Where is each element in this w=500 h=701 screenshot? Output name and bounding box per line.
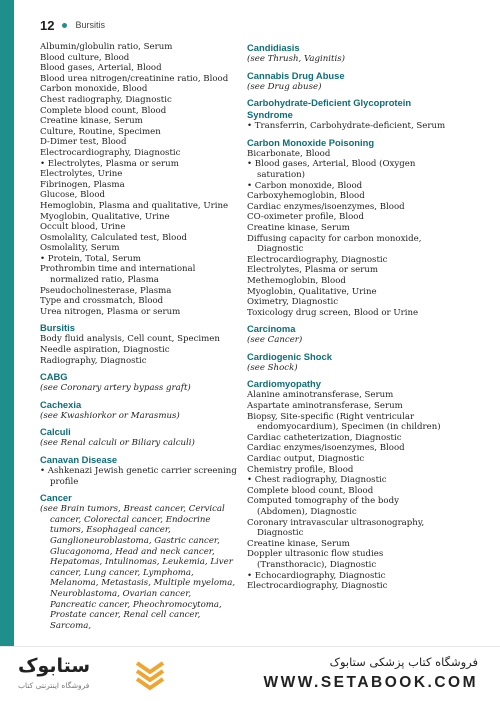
test-entry: Blood culture, Blood (40, 52, 130, 63)
test-entry: Chest radiography, Diagnostic (40, 94, 172, 105)
test-entry: • Electrolytes, Plasma or serum (40, 158, 179, 169)
test-entry: • Transferrin, Carbohydrate-deficient, Serum (247, 121, 446, 132)
section-heading: Bursitis (40, 322, 75, 334)
section-heading: Calculi (40, 426, 71, 438)
page-number: 12 (40, 17, 55, 33)
logo-subtitle: فروشگاه اینترنتی کتاب (18, 681, 90, 690)
see-reference: (see Drug abuse) (247, 81, 322, 92)
section-heading: Cannabis Drug Abuse (247, 69, 345, 81)
test-entry: Computed tomography of the body (Abdomen), Diagnostic (247, 496, 399, 517)
test-entry: CO-oximeter profile, Blood (247, 212, 364, 223)
test-entry: Hemoglobin, Plasma and qualitative, Urine (40, 200, 229, 211)
test-entry: Electrocardiography, Diagnostic (247, 581, 388, 592)
test-entry: Blood urea nitrogen/creatinine ratio, Blood (40, 73, 229, 84)
section-heading: CABG (40, 371, 68, 383)
test-entry: Glucose, Blood (40, 190, 106, 201)
test-entry: Urea nitrogen, Plasma or serum (40, 306, 181, 317)
page-header (40, 16, 105, 34)
test-entry: Electrolytes, Urine (40, 169, 123, 180)
test-entry: Needle aspiration, Diagnostic (40, 345, 170, 356)
test-entry: Aspartate aminotransferase, Serum (247, 401, 403, 412)
test-entry: Coronary intravascular ultrasonography, Diagnostic (247, 517, 425, 539)
page-edge-bar (0, 0, 14, 646)
test-entry: Blood gases, Arterial, Blood (40, 63, 162, 74)
test-entry: Albumin/globulin ratio, Serum (40, 42, 173, 52)
setabook-logo (18, 655, 168, 695)
test-entry: Chemistry profile, Blood (247, 464, 354, 475)
test-entry: Body fluid analysis, Cell count, Specimen (40, 334, 220, 345)
test-entry: Myoglobin, Qualitative, Urine (40, 211, 170, 222)
test-entry: • Chest radiography, Diagnostic (247, 475, 387, 486)
test-entry: Toxicology drug screen, Blood or Urine (247, 307, 419, 318)
banner-url: WWW.SETABOOK.COM (263, 674, 478, 691)
publisher-banner (0, 646, 500, 701)
chevron-logo-icon (133, 657, 167, 691)
section-heading: Canavan Disease (40, 454, 118, 465)
test-entry: Radiography, Diagnostic (40, 355, 147, 366)
test-entry: Carboxyhemoglobin, Blood (247, 191, 365, 202)
section-heading: Cachexia (40, 398, 82, 410)
test-entry: Electrocardiography, Diagnostic (40, 147, 181, 158)
test-entry: Osmolality, Calculated test, Blood (40, 232, 187, 243)
test-entry: Biopsy, Site-specific (Right ventricular endomyocardium), Specimen (in children) (247, 411, 441, 433)
test-entry: Pseudocholinesterase, Plasma (40, 285, 172, 296)
test-entry: Creatine kinase, Serum (247, 222, 350, 233)
right-column (247, 42, 447, 592)
test-entry: Methemoglobin, Blood (247, 275, 346, 286)
test-entry: • Ashkenazi Jewish genetic carrier screening profile (40, 466, 237, 487)
test-entry: Cardiac enzymes/isoenzymes, Blood (247, 201, 405, 212)
test-entry: • Blood gases, Arterial, Blood (Oxygen saturation) (247, 159, 416, 180)
test-entry: Type and crossmatch, Blood (40, 296, 164, 307)
see-reference: (see Kwashiorkor or Marasmus) (40, 410, 180, 421)
see-reference: (see Brain tumors, Breast cancer, Cervical cancer, Colorectal cancer, Endocrine tumors, Esophageal cancer, Ganglioneuroblastoma, Gastric cancer, Glucagonoma, Head and neck cancer, Hepatomas, Intulinomas, Leukemia, Liver cancer, Lung cancer, Lymphoma, Melanoma, Metastasis, Multiple myeloma, Neuroblastoma, Ovarian cancer, Pancreatic cancer, Pheochromocytoma, Prostate cancer, Renal cell cancer, Sarcoma, (40, 504, 236, 631)
test-entry: • Protein, Total, Serum (40, 253, 141, 264)
test-entry: Myoglobin, Qualitative, Urine (247, 286, 377, 297)
test-entry: Creatine kinase, Serum (247, 538, 350, 549)
test-entry: Oximetry, Diagnostic (247, 297, 339, 308)
test-entry: Complete blood count, Blood (40, 105, 167, 116)
test-entry: Cardiac output, Diagnostic (247, 454, 365, 465)
test-entry: Creatine kinase, Serum (40, 116, 143, 127)
test-entry: Carbon monoxide, Blood (40, 84, 148, 95)
test-entry: Alanine aminotransferase, Serum (247, 390, 394, 401)
logo-text: ستابوک (18, 655, 91, 677)
test-entry: Fibrinogen, Plasma (40, 179, 125, 190)
test-entry: Complete blood count, Blood (247, 485, 374, 496)
test-entry: D-Dimer test, Blood (40, 137, 127, 148)
section-heading: Cancer (40, 492, 72, 504)
see-reference: (see Shock) (247, 362, 298, 373)
see-reference: (see Renal calculi or Biliary calculi) (40, 438, 195, 449)
section-heading: Carbohydrate-Deficient Glycoprotein Syndrome (247, 97, 412, 121)
bullet-icon (62, 23, 67, 28)
test-entry: Diffusing capacity for carbon monoxide, Diagnostic (247, 233, 422, 255)
left-column (40, 42, 238, 631)
test-entry: Culture, Routine, Specimen (40, 126, 161, 137)
see-reference: (see Thrush, Vaginitis) (247, 54, 346, 64)
banner-title: فروشگاه کتاب پزشکی ستابوک (329, 655, 478, 669)
test-entry: Bicarbonate, Blood (247, 148, 331, 159)
section-heading: Cardiomyopathy (247, 378, 321, 390)
test-entry: Cardiac enzymes/isoenzymes, Blood (247, 443, 405, 454)
see-reference: (see Cancer) (247, 335, 303, 346)
section-heading: Carbon Monoxide Poisoning (247, 136, 375, 148)
test-entry: Prothrombin time and international normalized ratio, Plasma (40, 264, 196, 286)
test-entry: Cardiac catheterization, Diagnostic (247, 432, 402, 443)
test-entry: Osmolality, Serum (40, 243, 120, 254)
section-heading: Cardiogenic Shock (247, 350, 332, 362)
see-reference: (see Coronary artery bypass graft) (40, 383, 191, 394)
test-entry: Electrolytes, Plasma or serum (247, 265, 379, 276)
section-heading: Carcinoma (247, 323, 296, 335)
test-entry: Electrocardiography, Diagnostic (247, 254, 388, 265)
test-entry: Doppler ultrasonic flow studies (Transthoracic), Diagnostic (247, 549, 384, 570)
test-entry: Occult blood, Urine (40, 222, 126, 233)
section-heading: Candidiasis (247, 42, 300, 53)
test-entry: • Carbon monoxide, Blood (247, 180, 363, 191)
test-entry: • Echocardiography, Diagnostic (247, 570, 386, 581)
running-title: Bursitis (75, 20, 105, 30)
